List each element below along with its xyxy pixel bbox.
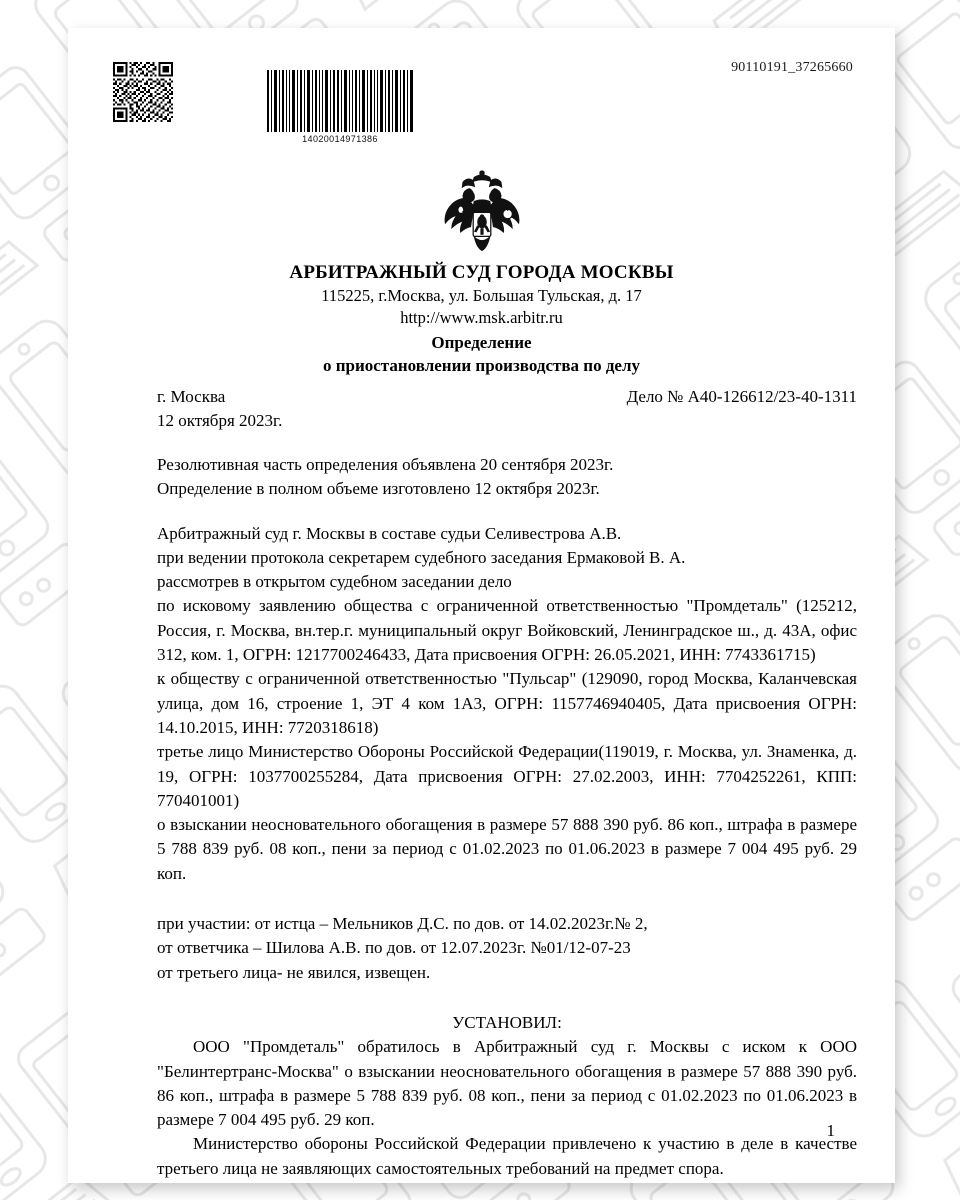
barcode-number: 14020014971386 — [302, 134, 378, 144]
established-heading: УСТАНОВИЛ: — [452, 1012, 562, 1032]
court-website-url: http://www.msk.arbitr.ru — [400, 308, 563, 328]
third-party-representative-line: от третьего лица- не явился, извещен. — [157, 962, 431, 982]
document-kind-title: Определение — [431, 332, 532, 352]
document-page — [68, 28, 895, 1183]
hearing-line: рассмотрев в открытом судебном заседании дело — [157, 572, 512, 592]
defendant-representative-line: от ответчика – Шилова А.В. по дов. от 12.07.2023г. №01/12-07-23 — [157, 938, 631, 958]
russian-coat-of-arms-icon — [434, 166, 530, 262]
qr-code-icon — [113, 62, 173, 122]
plaintiff-paragraph: по исковому заявлению общества с ограниченной ответственностью "Промдеталь" (125212, Россия, г. Москва, вн.тер.г. муниципальный округ Войковский, Ленинградское ш., д. 43А, офис 312, ком. 1, ОГРН: 1217700246433, Дата присвоения ОГРН: 26.05.2021, ИНН: 7743361715) — [157, 596, 857, 665]
secretary-line: при ведении протокола секретарем судебного заседания Ермаковой В. А. — [157, 547, 686, 567]
document-date-label: 12 октября 2023г. — [157, 411, 283, 431]
claim-paragraph: о взыскании неосновательного обогащения в размере 57 888 390 руб. 86 коп., штрафа в размере 5 788 839 руб. 08 коп., пени за период с 01.02.2023 по 01.06.2023 в размере 7 004 495 руб. 29 коп. — [157, 815, 857, 883]
place-and-case-row — [157, 385, 857, 433]
page-number-label: 1 — [826, 1121, 835, 1140]
judge-line: Арбитражный суд г. Москвы в составе судьи Селивестрова А.В. — [157, 523, 622, 543]
third-party-paragraph: третье лицо Министерство Обороны Российской Федерации(119019, г. Москва, ул. Знаменка, д. 19, ОГРН: 1037700255284, Дата присвоения ОГРН: 27.02.2003, ИНН: 7704252261, КПП: 770401001) — [157, 742, 857, 810]
barcode-icon — [266, 70, 414, 132]
court-address: 115225, г.Москва, ул. Большая Тульская, д. 17 — [321, 286, 642, 306]
court-name: АРБИТРАЖНЫЙ СУД ГОРОДА МОСКВЫ — [289, 262, 674, 283]
document-subject-title: о приостановлении производства по делу — [322, 356, 641, 376]
full-text-made-line: Определение в полном объеме изготовлено 12 октября 2023г. — [157, 479, 600, 499]
case-number-label: Дело № А40-126612/23-40-1311 — [626, 387, 857, 406]
defendant-paragraph: к обществу с ограниченной ответственностью "Пульсар" (129090, город Москва, Каланчевская улица, дом 16, строение 1, ЭТ 4 ком 1А3, ОГРН: 1157746940405, Дата присвоения ОГРН: 14.10.2015, ИНН: 7720318618) — [157, 669, 857, 737]
title-block — [68, 260, 895, 378]
emblem-container — [68, 166, 895, 267]
place-label: г. Москва — [157, 387, 226, 406]
intro-block — [157, 453, 857, 502]
plaintiff-representative-line: при участии: от истца – Мельников Д.С. по дов. от 14.02.2023г.№ 2, — [157, 914, 648, 934]
spacer — [157, 985, 857, 1011]
established-paragraph-1: ООО "Промдеталь" обратилось в Арбитражный суд г. Москвы с иском к ООО "Белинтертранс-Москва" о взыскании неосновательного обогащения в размере 57 888 390 руб. 86 коп., штрафа в размере 5 788 839 руб. 08 коп., пени за период с 01.02.2023 по 01.06.2023 в размере 7 004 495 руб. 29 коп. — [157, 1037, 857, 1130]
barcode-block — [266, 70, 414, 144]
document-id-label: 90110191_37265660 — [731, 60, 853, 75]
document-header-strip — [68, 28, 895, 153]
resolution-announced-line: Резолютивная часть определения объявлена 20 сентября 2023г. — [157, 455, 614, 474]
established-paragraph-2: Министерство обороны Российской Федерации привлечено к участию в деле в качестве третьего лица не заявляющих самостоятельных требований на предмет спора. — [157, 1134, 857, 1178]
composition-block — [157, 522, 857, 595]
attendance-block — [157, 912, 857, 985]
document-body — [157, 453, 857, 1181]
spacer — [157, 886, 857, 912]
spacer — [157, 502, 857, 522]
